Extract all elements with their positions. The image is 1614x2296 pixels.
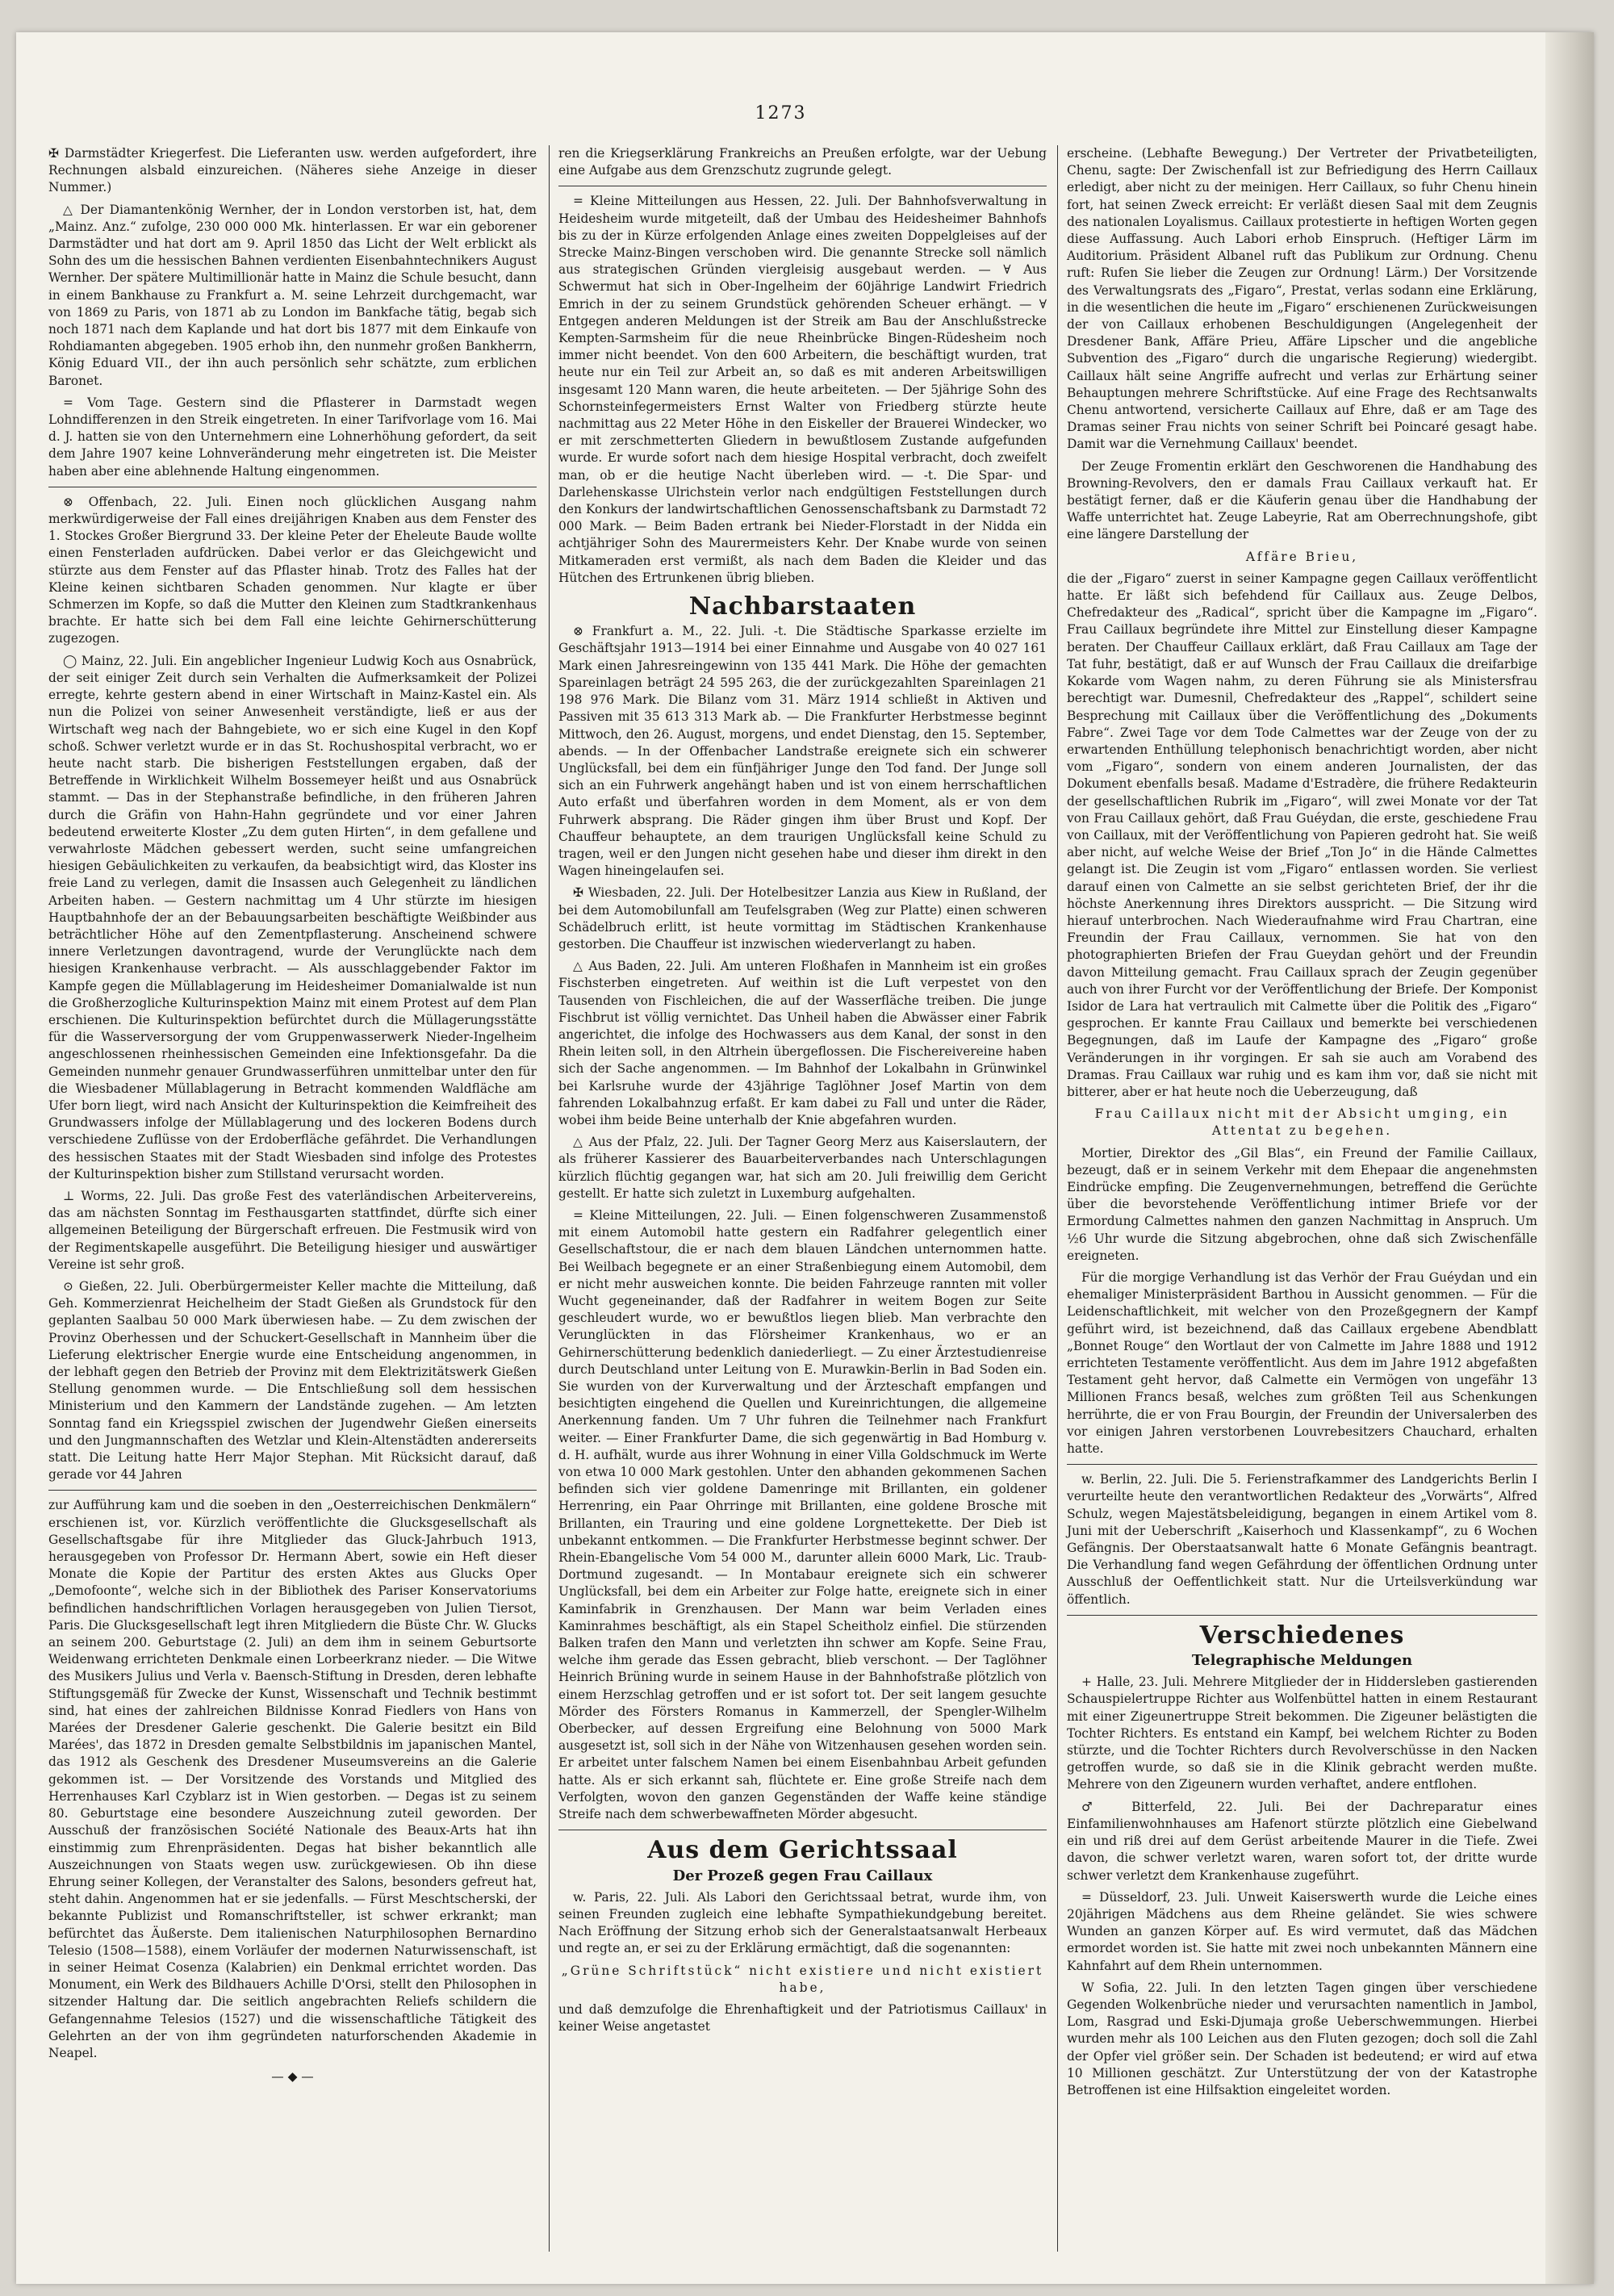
article-mortier: Mortier, Direktor des „Gil Blas“, ein Freund der Familie Caillaux, bezeugt, daß er in seinem Verkehr mit dem Ehepaar die angenehmsten Eindrücke empfing. Die Zeugenvernehmungen, betreffend die Gerüchte über die bevorstehende Veröffentlichung intimer Briefe vor der Ermordung Calmettes nahmen den ganzen Nachmittag in Anspruch. Um ½6 Uhr wurde die Sitzung abgebrochen, ohne daß sich Zwischenfälle ereigneten.: [1067, 1145, 1537, 1263]
article-heading-prozess-caillaux: Der Prozeß gegen Frau Caillaux: [672, 1867, 933, 1884]
article-feuilleton: zur Aufführung kam und die soeben in den „Oesterreichischen Denkmälern“ erschienen ist, vor. Kürzlich veröffentlichte die Glucksgesellschaft als Gesellschaftsgabe für ihre Mitglieder das Gluck-Jahrbuch 1913, herausgegeben von Professor Dr. Hermann Abert, sowie ein Heft dieser Monate die Kopie der Partitur des ersten Aktes aus Glucks Oper „Demofoonte“, welche sich in der Bibliothek des Pariser Konservatoriums befindlichen handschriftlichen Vorlagen herausgegeben von Julien Tiersot, Paris. Die Glucksgesellschaft legt ihren Mitgliedern die Büste Chr. W. Glucks an seinem 200. Geburtstage (2. Juli) an dem ihm in seinem Geburtsorte Weidenwang errichteten Denkmale einen Lorbeerkranz nieder. — Die Witwe des Musikers Julius und Verla v. Baensch-Stiftung in Dresden, deren lebhafte Stiftungsgemäß für Zwecke der Kunst, Wissenschaft und Technik bestimmt sind, hat eines der zahlreichen Bildnisse Konrad Fiedlers von Hans von Marées der Dresdener Galerie geschenkt. Die Galerie besitzt ein Bild Marées', das 1872 in Dresden gemalte Selbstbildnis im japanischen Mantel, das 1912 als Geschenk des Dresdener Museumsvereins an die Galerie gekommen ist. — Der Vorsitzende des Vorstands und Mitglied des Herrenhauses Karl Czyblarz ist in Wien gestorben. — Degas ist zu seinem 80. Geburtstage eine besondere Auszeichnung zuteil geworden. Der Ausschuß der französischen Société Nationale des Beaux-Arts hat ihn einstimmig zum Ehrenpräsidenten. Degas hat bisher bekanntlich alle Auszeichnungen von Staats wegen usw. zurückgewiesen. Ob ihn diese Ehrung seiner Kollegen, der Veranstalter des Salons, besonders gefreut hat, steht dahin. Angenommen hat er sie jedenfalls. — Fürst Meschtscherski, der bekannte Publizist und Romanschriftsteller, ist schwer erkrankt; man befürchtet das Äußerste. Dem italienischen Naturphilosophen Bernardino Telesio (1508—1588), einem Vorläufer der modernen Naturwissenschaft, ist in seiner Heimat Cosenza (Kalabrien) ein Denkmal errichtet worden. Das Monument, ein Werk des Bildhauers Achille D'Orsi, stellt den Philosophen in sitzender Haltung dar. Die seitlich angebrachten Reliefs schildern die Gefangennahme Telesios (1527) und die wissenschaftliche Tätigkeit des Gelehrten an der von ihm gegründeten naturforschenden Akademie in Neapel.: [48, 1498, 537, 2060]
section-heading-nachbarstaaten: Nachbarstaaten: [688, 592, 917, 621]
article-pfalz: △ Aus der Pfalz, 22. Juli. Der Tagner Georg Merz aus Kaiserslautern, der als früherer Kassierer des Bauarbeiterverbandes nach Unterschlagungen kürzlich flüchtig gegangen war, hat sich am 20. Juli freiwillig dem Gericht gestellt. Er hatte sich zuletzt in Luxemburg aufgehalten.: [558, 1135, 1047, 1201]
page-binding: [1545, 32, 1594, 2284]
section-divider: [1067, 1464, 1537, 1465]
article-darmstadt-kriegerfest: ✠ Darmstädter Kriegerfest. Die Lieferanten usw. werden aufgefordert, ihre Rechnungen alsbald einzureichen. (Näheres siehe Anzeige in dieser Nummer.): [48, 146, 537, 195]
article-affaire-brieu: die der „Figaro“ zuerst in seiner Kampagne gegen Caillaux veröffentlicht hatte. Er läßt sich befehdend für Caillaux aus. Zeuge Delbos, Chefredakteur des „Radical“, spricht über die Kampagne im „Figaro“. Frau Caillaux begründete ihre Mittel zur Einstellung dieser Kampagne beraten. Der Chauffeur Caillaux erklärt, daß Frau Caillaux am Tage der Tat fuhr, bestätigt, daß er auf Wunsch der Frau Caillaux die dreifarbige Kokarde vom Wagen nahm, zu deren Führung sie als Ministersfrau berechtigt war. Dumesnil, Chefredakteur des „Rappel“, schildert seine Besprechung mit Caillaux über die Veröffentlichung des „Dokuments Fabre“. Zwei Tage vor dem Tode Calmettes war der Zeuge von der zu erwartenden Enthüllung telephonisch benachrichtigt worden, aber nicht vom „Figaro“, sondern von einem anderen Journalisten, der das Dokument ebenfalls besaß. Madame d'Estradère, die frühere Redakteurin der gesellschaftlichen Rubrik im „Figaro“, will zwei Monate vor der Tat von Frau Caillaux gehört, daß Frau Guéydan, die erste, geschiedene Frau von Caillaux, mit der Veröffentlichung von Papieren gedroht hat. Sie weiß aber nicht, auf welche Weise der Brief „Ton Jo“ in die Hände Calmettes gelangt ist. Die Zeugin ist vom „Figaro“ entlassen worden. Sie verliest darauf einen von Calmette an sie selbst gerichteten Brief, der ihr die höchste Anerkennung ihres Direktors ausspricht. — Die Sitzung wird hierauf unterbrochen. Nach Wiederaufnahme wird Frau Chartran, eine Freundin der Frau Caillaux, vernommen. Sie hat von den photographierten Briefen der Frau Gueydan gehört und der Freundin davon Mitteilung gemacht. Frau Caillaux sprach der Zeugin gegenüber auch von ihrer Furcht vor der Veröffentlichung der Briefe. Der Komponist Isidor de Lara hat vertraulich mit Calmette über die Politik des „Figaro“ gesprochen. Er kannte Frau Caillaux und bemerkte bei verschiedenen Begegnungen, daß im Laufe der Kampagne des „Figaro“ große Veränderungen in ihr vorgingen. Er sah sie auch am Vorabend des Dramas. Frau Caillaux war ruhig und es kam ihm vor, daß sie nicht mit bitterer, aber er hat heute noch die Ueberzeugung, daß: [1067, 571, 1537, 1099]
article-mainz: ◯ Mainz, 22. Juli. Ein angeblicher Ingenieur Ludwig Koch aus Osnabrück, der seit einiger Zeit durch sein Verhalten die Aufmerksamkeit der Polizei erregte, kehrte gestern abend in einer Wirtschaft in Mainz-Kastel ein. Als nun die Polizei von seiner Anwesenheit verständigte, ließ er aus der Wirtschaft weg nach der Bahngebiete, wo er sich eine Kugel in den Kopf schoß. Schwer verletzt wurde er in das St. Rochushospital verbracht, wo er heute nacht starb. Die bisherigen Feststellungen ergaben, daß der Betreffende in Wirklichkeit Wilhelm Bossemeyer heißt und aus Osnabrück stammt. — Das in der Stephanstraße befindliche, in den früheren Jahren durch die Gräfin von Hahn-Hahn gegründete und vor einer Jahren bedeutend erweiterte Kloster „Zu dem guten Hirten“, in dem gefallene und verwahrloste Mädchen gebessert werden, sucht seine umfangreichen hiesigen Gebäulichkeiten zu verkaufen, da beabsichtigt wird, das Kloster ins freie Land zu verlegen, damit die Insassen auch Gelegenheit zu ländlichen Arbeiten haben. — Gestern nachmittag um 4 Uhr stürzte im hiesigen Hauptbahnhofe der an der Bebauungsarbeiten beschäftigte Weißbinder aus beträchtlicher Höhe auf den Zementpflasterung. Anscheinend schwere innere Verletzungen davontragend, wurde der Verunglückte nach dem hiesigen Krankenhause verbracht. — Als ausschlaggebender Faktor im Kampfe gegen die Müllablagerung im Heidesheimer Domanialwalde ist nun die Großherzogliche Kulturinspektion Mainz mit einem Protest auf dem Plan erschienen. Die Kulturinspektion befürchtet durch die Müllagerungsstätte für die Wasserversorgung der vom Gruppenwasserwerk Nieder-Ingelheim angeschlossenen rheinhessischen Gemeinden eine Infektionsgefahr. Da die Gemeinden nunmehr genauer Grundwasserführen unmittelbar unter den für die Wiesbadener Müllablagerung in Betracht kommenden Waldfläche am Ufer born liegt, wird nach Ansicht der Kulturinspektion die Keimfreiheit des Grundwassers infolge der Müllablagerung und des lockeren Bodens durch verschiedene Zuflüsse von der Erdoberfläche gefährdet. Die Verhandlungen des hessischen Staates mit der Stadt Wiesbaden sind infolge des Protestes der Kulturinspektion bisher zum Stillstand verursacht worden.: [48, 653, 537, 1181]
page-number: 1273: [755, 103, 807, 123]
newspaper-page: [16, 32, 1594, 2284]
article-paris-prozess: w. Paris, 22. Juli. Als Labori den Gerichtssaal betrat, wurde ihm, von seinen Freunden zugleich eine lebhafte Sympathiekundgebung bereitet. Nach Eröffnung der Sitzung erhob sich der Generalstaatsanwalt Herbeaux und regte an, er sei zu der Erklärung ermächtigt, daß die sogenannten:: [558, 1889, 1047, 1956]
article-offenbach: ⊗ Offenbach, 22. Juli. Einen noch glücklichen Ausgang nahm merkwürdigerweise der Fall eines dreijährigen Knaben aus dem Fenster des 1. Stockes Großer Biergrund 33. Der kleine Peter der Eheleute Baude wollte einen Fensterladen aufdrücken. Dabei verlor er das Gleichgewicht und stürzte aus dem Fenster auf das Pflaster hinab. Trotz des Falles hat der Kleine keinen sichtbaren Schaden genommen. Nur klagte er über Schmerzen im Kopfe, so daß die Mutter den Kleinen zum Stadtkrankenhaus brachte. Er hatte sich bei dem Fall eine leichte Gehirnerschütterung zugezogen.: [48, 494, 537, 646]
article-worms: ⊥ Worms, 22. Juli. Das große Fest des vaterländischen Arbeitervereins, das am nächsten Sonntag im Festhausgarten stattfindet, dürfte sich einer allgemeinen Beteiligung der Bürgerschaft erfreuen. Die Festmusik wird von der Regimentskapelle ausgeführt. Die Beteiligung hiesiger und auswärtiger Vereine ist sehr groß.: [48, 1188, 537, 1272]
article-baden: △ Aus Baden, 22. Juli. Am unteren Floßhafen in Mannheim ist ein großes Fischsterben eingetreten. Auf weithin ist die Luft verpestet von den Tausenden von Fischleichen, die auf der Wasserfläche treiben. Die junge Fischbrut ist völlig vernichtet. Das Unheil haben die Abwässer einer Fabrik angerichtet, die infolge des Hochwassers aus dem Kanal, der sonst in den Rhein leiten soll, in den Altrhein übergeflossen. Die Fischereivereine haben sich der Sache angenommen. — Im Bahnhof der Lokalbahn in Grünwinkel bei Karlsruhe wurde der 43jährige Taglöhner Josef Martin von dem fahrenden Lokalbahnzug erfaßt. Er kam dabei zu Fall und unter die Räder, wobei ihm beide Beine unterhalb der Knie abgefahren wurden.: [558, 959, 1047, 1127]
column-1: [48, 145, 537, 2092]
article-giessen: ⊙ Gießen, 22. Juli. Oberbürgermeister Keller machte die Mitteilung, daß Geh. Kommerzienrat Heichelheim der Stadt Gießen als Grundstock für den geplanten Saalbau 50 000 Mark überwiesen habe. — Zu dem zwischen der Provinz Oberhessen und der Schuckert-Gesellschaft in Mannheim über die Lieferung elektrischer Energie wurde eine Entscheidung angenommen, in der lebhaft gegen den Betrieb der Provinz mit dem Elektrizitätswerk Gießen Stellung genommen wurde. — Die Entschließung soll dem hessischen Ministerium und den Kammern der Landstände zugehen. — Am letzten Sonntag fand ein Kriegsspiel zwischen der Jugendwehr Gießen einerseits und den Jungmannschaften des Wetzlar und Klein-Altenstädten andererseits statt. Die Leitung hatte Herr Major Stephan. Mit Rücksicht darauf, daß gerade vor 44 Jahren: [48, 1279, 537, 1483]
article-vom-tage: = Vom Tage. Gestern sind die Pflasterer in Darmstadt wegen Lohndifferenzen in den Streik eingetreten. In einer Tarifvorlage vom 16. Mai d. J. hatten sie von den Unternehmern eine Lohnerhöhung gefordert, da seit dem Jahre 1907 keine Lohnveränderung mehr eingetreten ist. Die Meister haben aber eine ablehnende Haltung eingenommen.: [48, 395, 537, 479]
article-paris-prozess-cont: und daß demzufolge die Ehrenhaftigkeit und der Patriotismus Caillaux' in keiner Weise angetastet: [558, 2001, 1047, 2035]
article-continued: ren die Kriegserklärung Frankreichs an Preußen erfolgte, war der Uebung eine Aufgabe aus dem Grenzschutz zugrunde gelegt.: [558, 146, 1047, 178]
article-kleine-mitteilungen: = Kleine Mitteilungen, 22. Juli. — Einen folgenschweren Zusammenstoß mit einem Automobil hatte gestern ein Radfahrer gelegentlich einer Gesellschaftstour, die er nach dem blauen Ländchen unternommen hatte. Bei Weilbach begegnete er an einer Straßenbiegung einem Automobil, dem er nicht mehr ausweichen konnte. Die beiden Fahrzeuge rannten mit voller Wucht gegeneinander, daß der Radfahrer in weitem Bogen zur Seite geschleudert wurde, wo er bewußtlos liegen blieb. Man verbrachte den Verunglückten in das Flörsheimer Krankenhaus, wo er an Gehirnerschütterung bedenklich daniederliegt. — Zu einer Ärztestudienreise durch Deutschland unter Leitung von E. Murawkin-Berlin in Bad Soden ein. Sie wurden von der Kurverwaltung und der Ärzteschaft empfangen und besichtigten eingehend die Quellen und Kureinrichtungen, die allgemeine Anerkennung fanden. Um 7 Uhr fuhren die Teilnehmer nach Frankfurt weiter. — Einer Frankfurter Dame, die sich gegenwärtig in Bad Homburg v. d. H. aufhält, wurde aus ihrer Wohnung in einer Villa Goldschmuck im Werte von etwa 10 000 Mark gestohlen. Unter den abhanden gekommenen Sachen befinden sich vier goldene Damenringe mit Brillanten, ein goldener Herrenring, ein Paar Ohrringe mit Brillanten, eine goldene Brosche mit Brillanten, ein Trauring und eine goldene Lorgnettekette. Der Dieb ist unbekannt entkommen. — Die Frankfurter Herbstmesse beginnt schwer. Der Rhein-Ebangelische Vom 54 000 M., darunter allein 6000 Mark, Lic. Traub-Dortmund zugesandt. — In Montabaur ereignete sich ein schwerer Unglücksfall, bei dem ein Arbeiter zur Folge hatte, ereignete sich in einer Kaminfabrik in Grenzhausen. Der Mann war beim Verladen eines Kaminrahmes beschäftigt, als ein Stapel Scheitholz einfiel. Die stürzenden Balken trafen den Mann und verletzten ihn schwer am Kopfe. Seine Frau, welche ihm gerade das Essen gebracht, blieb verschont. — Der Taglöhner Heinrich Brüning wurde in seinem Hause in der Bahnhofstraße plötzlich von einem Herzschlag getroffen und er ist sofort tot. Der seit langem gesuchte Mörder des Försters Romanus in Kammerzell, der Spengler-Wilhelm Oberbecker, auf dessen Ergreifung eine Belohnung von 5000 Mark ausgesetzt ist, soll sich in der Nähe von Witzenhausen gesehen worden sein. Er arbeitet unter falschem Namen bei einem Eisenbahnbau Arbeit gefunden hatte. Als er sich erkannt sah, flüchtete er. Eine große Streife nach dem Verfolgten, wovon den ganzen Gegenständen der Waffe keine ständige Streife nach dem schwerbewaffneten Mörder abgesucht.: [558, 1207, 1047, 1822]
article-caillaux-cont: erscheine. (Lebhafte Bewegung.) Der Vertreter der Privatbeteiligten, Chenu, sagte: Der Zwischenfall ist zur Befriedigung des Herrn Caillaux erledigt, aber nicht zu der meinigen. Herr Caillaux, so fuhr Chenu hinein fort, hat seinen Zweck erreicht: Er verläßt diesen Saal mit dem Zeugnis des nationalen Loyalismus. Caillaux protestierte in heftigen Worten gegen diese Auffassung. Auch Labori erhob Einspruch. (Heftiger Lärm im Auditorium. Präsident Albanel ruft das Publikum zur Ordnung. Chenu ruft: Rufen Sie lieber die Zeugen zur Ordnung! Lärm.) Der Vorsitzende des Verwaltungsrats des „Figaro“, Prestat, verlas sodann eine Erklärung, in die wesentlichen die heute im „Figaro“ erschienenen Zurückweisungen der von Caillaux erhobenen Beschuldigungen (Angelegenheit der Dresdener Bank, Affäre Prieu, Affäre Lipscher und die angebliche Subvention des „Figaro“ durch die ungarische Regierung) wiedergibt. Caillaux hält seine Angriffe aufrecht und verlas zur Erhärtung seiner Behauptungen mehrere Schriftstücke. Auf eine Frage des Rechtsanwalts Chenu antwortend, versicherte Caillaux auf Ehre, daß er am Tage des Dramas seiner Frau nichts von seiner Schrift bei Poincaré gesagt habe. Damit war die Vernehmung Caillaux' beendet.: [1067, 146, 1537, 452]
article-zeuge-fromentin: Der Zeuge Fromentin erklärt den Geschworenen die Handhabung des Browning-Revolvers, den er damals Frau Caillaux verkauft hat. Er bestätigt ferner, daß er die Käuferin genau über die Handhabung der Waffe unterrichtet hat. Zeuge Labeyrie, Rat am Oberrechnungshofe, gibt eine längere Darstellung der: [1067, 458, 1537, 542]
article-kleine-mitteilungen-hessen: = Kleine Mitteilungen aus Hessen, 22. Juli. Der Bahnhofsverwaltung in Heidesheim wurde mitgeteilt, daß der Umbau des Heidesheimer Bahnhofs bis zu der in Kürze erfolgenden Anlage eines zweiten Doppelgleises auf der Strecke Mainz-Bingen verschoben wird. Die genannte Strecke soll nämlich aus strategischen Gründen viergleisig ausgebaut werden. — ∀ Aus Schwermut hat sich in Ober-Ingelheim der 60jährige Landwirt Friedrich Emrich in der zu seinem Grundstück gehörenden Scheuer erhängt. — ∀ Entgegen anderen Meldungen ist der Streik am Bau der Anschlußstrecke Kempten-Sarmsheim für die neue Rheinbrücke Bingen-Rüdesheim noch immer nicht beendet. Von den 600 Arbeitern, die beschäftigt wurden, trat heute nur ein Teil zur Arbeit an, so daß es mit anderen Arbeitswilligen insgesamt 120 Mann waren, die heute arbeiteten. — Der 5jährige Sohn des Schornsteinfegermeisters Ernst Walter von Friedberg stürzte heute nachmittag aus 22 Meter Höhe in den Eiskeller der Brauerei Windecker, wo er mit zerschmetterten Gliedern in bewußtlosem Zustande aufgefunden wurde. Er wurde sofort nach dem hiesige Hospital verbracht, doch zweifelt man, ob er die heutige Nacht überleben wird. — -t. Die Spar- und Darlehenskasse Ulrichstein verlor nach endgültigen Feststellungen durch den Konkurs der landwirtschaftlichen Genossenschaftsbank zu Darmstadt 72 000 Mark. — Beim Baden ertrank bei Nieder-Florstadt in der Nidda ein achtjähriger Sohn des Maurermeisters Kehr. Der Knabe wurde von seinen Mitkameraden erst vermißt, als nach dem Baden die Kleider und das Hütchen des Ertrunkenen übrig blieben.: [558, 194, 1047, 585]
column-rule-1: [549, 145, 550, 2252]
article-sofia: W Sofia, 22. Juli. In den letzten Tagen gingen über verschiedene Gegenden Wolkenbrüche nieder und verursachten namentlich in Jambol, Lom, Rasgrad und Eski-Djumaja große Ueberschwemmungen. Hierbei wurden mehr als 100 Leichen aus den Fluten gezogen; doch soll die Zahl der Opfer viel größer sein. Der Schaden ist bedeutend; er wird auf etwa 10 Millionen geschätzt. Zur Unterstützung der von der Katastrophe Betroffenen ist eine Hilfsaktion eingeleitet worden.: [1067, 1980, 1537, 2097]
section-heading-verschiedenes: Verschiedenes: [1199, 1621, 1405, 1650]
quote-frau-caillaux: Frau Caillaux nicht mit der Absicht umging, ein Attentat zu begehen.: [1094, 1106, 1510, 1139]
article-frankfurt: ⊗ Frankfurt a. M., 22. Juli. -t. Die Städtische Sparkasse erzielte im Geschäftsjahr 1913—1914 bei einer Einnahme und Ausgabe von 40 027 161 Mark einen Jahresreingewinn von 135 441 Mark. Die Höhe der gemachten Spareinlagen beträgt 24 595 263, die der zurückgezahlten Spareinlagen 21 198 976 Mark. Die Bilanz vom 31. März 1914 schließt in Aktiven und Passiven mit 35 613 313 Mark ab. — Die Frankfurter Herbstmesse beginnt Mittwoch, den 26. August, morgens, und endet Dienstag, den 15. September, abends. — In der Offenbacher Landstraße ereignete sich ein schwerer Unglücksfall, bei dem ein fünfjähriger Junge den Tod fand. Der Junge soll sich an ein Fuhrwerk angehängt haben und ist von einem herrschaftlichen Auto erfaßt und überfahren worden in dem Moment, als er von dem Fuhrwerk absprang. Die Räder gingen ihm über Brust und Kopf. Der Chauffeur behauptete, an dem traurigen Unglücksfall keine Schuld zu tragen, weil er den Jungen nicht gesehen habe und dieser ihm direkt in den Wagen hineingelaufen sei.: [558, 624, 1047, 879]
article-morgige-verhandlung: Für die morgige Verhandlung ist das Verhör der Frau Guéydan und ein ehemaliger Ministerpräsident Barthou in Aussicht genommen. — Für die Leidenschaftlichkeit, mit welcher von den Prozeßgegnern der Kampf geführt wird, ist bezeichnend, daß das Caillaux ergebene Abendblatt „Bonnet Rouge“ den Wortlaut der von Calmette im Jahre 1888 und 1912 errichteten Testamente veröffentlicht. Aus dem im Jahre 1912 abgefaßten Testament geht hervor, daß Calmette ein Vermögen von ungefähr 13 Millionen Francs besaß, welches zum größten Teil aus Schenkungen herrührte, die er von Frau Bourgin, der Freundin der Universalerben des vor einigen Jahren verstorbenen Louvrebesitzers Chauchard, erhalten hatte.: [1067, 1270, 1537, 1457]
article-wiesbaden: ✠ Wiesbaden, 22. Juli. Der Hotelbesitzer Lanzia aus Kiew in Rußland, der bei dem Automobilunfall am Teufelsgraben (Weg zur Platte) einen schweren Schädelbruch erlitt, ist heute vormittag im Städtischen Krankenhause gestorben. Die Chauffeur ist inzwischen wiederverlangt zu haben.: [558, 885, 1047, 951]
article-diamantenkoenig: △ Der Diamantenkönig Wernher, der in London verstorben ist, hat, dem „Mainz. Anz.“ zufolge, 230 000 000 Mk. hinterlassen. Er war ein geborener Darmstädter und hat dort am 9. April 1850 das Licht der Welt erblickt als Sohn des um die hessischen Bahnen verdienten Eisenbahntechnikers August Wernher. Der spätere Multimillionär hatte in Mainz die Schule besucht, dann in einem Bankhause zu Frankfurt a. M. seine Lehrzeit durchgemacht, war von 1869 zu Paris, von 1871 ab zu London im Bankfache tätig, begab sich noch 1871 nach dem Kaplande und hat dort bis 1877 mit dem Einkaufe von Rohdiamanten abgegeben. 1905 erhob ihn, den nunmehr großen Bankherrn, König Eduard VII., der ihn auch persönlich sehr schätzte, zum erblichen Baronet.: [48, 202, 537, 388]
subheading-telegraphische-meldungen: Telegraphische Meldungen: [1191, 1652, 1413, 1670]
section-divider: [1067, 1615, 1537, 1616]
column-3: [1067, 145, 1537, 2104]
column-rule-2: [1057, 145, 1058, 2252]
end-ornament: — ◆ —: [271, 2069, 314, 2085]
article-duesseldorf: = Düsseldorf, 23. Juli. Unweit Kaiserswerth wurde die Leiche eines 20jährigen Mädchens aus dem Rheine geländet. Sie wies schwere Wunden an ganzen Körper auf. Es wird vermutet, daß das Mädchen ermordet worden ist. Sie hatte mit zwei noch unbekannten Männern eine Kahnfahrt auf dem Rhein unternommen.: [1067, 1889, 1537, 1973]
column-2: [558, 145, 1047, 2040]
quote-gruene-schriftstueck: „Grüne Schriftstück“ nicht existiere und nicht existiert habe,: [561, 1963, 1044, 1995]
article-bitterfeld: ♂ Bitterfeld, 22. Juli. Bei der Dachreparatur eines Einfamilienwohnhauses am Hafenort stürzte plötzlich eine Giebelwand ein und riß drei auf dem Gerüst arbeitende Maurer in die Tiefe. Zwei davon, die schwer verletzt waren, waren sofort tot, der dritte wurde schwer verletzt dem Krankenhause zugeführt.: [1067, 1799, 1537, 1883]
feuilleton-divider: [48, 1490, 537, 1491]
article-berlin: w. Berlin, 22. Juli. Die 5. Ferienstrafkammer des Landgerichts Berlin I verurteilte heute den verantwortlichen Redakteur des „Vorwärts“, Alfred Schulz, wegen Majestätsbeleidigung, begangen in einem Artikel vom 8. Juni mit der Ueberschrift „Kaiserhoch und Klassenkampf“, zu 6 Wochen Gefängnis. Der Oberstaatsanwalt hatte 6 Monate Gefängnis beantragt. Die Verhandlung fand wegen Gefährdung der öffentlichen Ordnung unter Ausschluß der Oeffentlichkeit statt. Nur die Urteilsverkündung war öffentlich.: [1067, 1472, 1537, 1607]
subheading-affaire-brieu: Affäre Brieu,: [1245, 549, 1359, 564]
article-halle: + Halle, 23. Juli. Mehrere Mitglieder der in Hiddersleben gastierenden Schauspielertruppe Richter aus Wolfenbüttel hatten in einem Restaurant mit einer Zigeunertruppe Streit bekommen. Die Zigeuner belästigten die Tochter Richters. Es entstand ein Kampf, bei welchem Richter zu Boden stürzte, und die Tochter Richters durch Revolverschüsse in den Nacken getroffen wurde, so daß sie in die Klinik gebracht werden mußte. Mehrere von den Zigeunern wurden verhaftet, andere entflohen.: [1067, 1675, 1537, 1792]
section-heading-gerichtssaal: Aus dem Gerichtssaal: [647, 1836, 958, 1865]
